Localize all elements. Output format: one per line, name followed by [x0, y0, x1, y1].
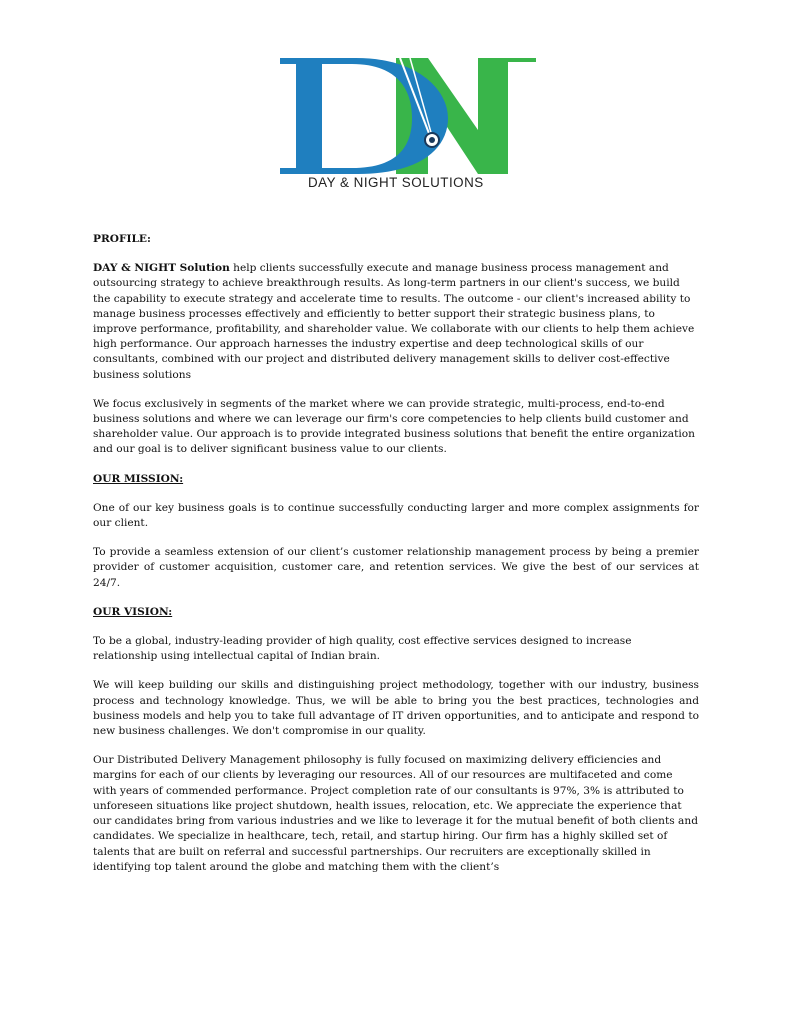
vision-heading: OUR VISION: — [93, 605, 173, 618]
mission-heading: OUR MISSION: — [93, 472, 184, 485]
logo-wordmark: DAY & NIGHT SOLUTIONS — [308, 175, 484, 190]
profile-paragraph-1 — [93, 261, 699, 383]
vision-paragraph-1: To be a global, industry-leading provider of high quality, cost effective services designed to increase relationship using intellectual capital of Indian brain. — [93, 635, 632, 663]
vision-paragraph-3: Our Distributed Delivery Management philosophy is fully focused on maximizing delivery efficiencies and margins for each of our clients by leveraging our resources. All of our resources are multifaceted and come with years of commended performance. Project completion rate of our consultants is 97%, 3% is attributed to unforeseen situations like project shutdown, health issues, relocation, etc. We appreciate the experience that our candidates bring from various industries and we like to leverage it for the mutual benefit of both clients and candidates. We specialize in healthcare, tech, retail, and startup hiring. Our firm has a highly skilled set of talents that are built on referral and successful partnerships. Our recruiters are exceptionally skilled in identifying top talent around the globe and matching them with the client’s — [93, 754, 698, 873]
profile-heading: PROFILE: — [93, 233, 151, 245]
company-name: DAY & NIGHT Solution — [93, 262, 230, 275]
mission-paragraph-2: To provide a seamless extension of our client’s customer relationship management process by being a premier provider of customer acquisition, customer care, and retention services. We give the best of our services at 24/7. — [93, 546, 699, 589]
profile-paragraph-2: We focus exclusively in segments of the market where we can provide strategic, multi-process, end-to-end business solutions and where we can leverage our firm's core competencies to help clients build customer and shareholder value. Our approach is to provide integrated business solutions that benefit the entire organization and our goal is to deliver significant business value to our clients. — [93, 397, 695, 456]
company-logo — [278, 52, 540, 196]
mission-paragraph-1: One of our key business goals is to continue successfully conducting larger and more complex assignments for our client. — [93, 501, 699, 530]
dn-logo-icon — [278, 52, 540, 176]
profile-paragraph-1-text: help clients successfully execute and manage business process management and outsourcing strategy to achieve breakthrough results. As long-term partners in our client's success, we build the capability to execute strategy and accelerate time to results. The outcome - our client's increased ability to manage business processes effectively and efficiently to better support their strategic business plans, to improve performance, profitability, and shareholder value. We collaborate with our clients to help them achieve high performance. Our approach harnesses the industry expertise and deep technological skills of our consultants, combined with our project and distributed delivery management skills to deliver cost-effective business solutions — [93, 262, 695, 381]
vision-paragraph-2: We will keep building our skills and distinguishing project methodology, together with our industry, business process and technology knowledge. Thus, we will be able to bring you the best practices, technologies and business models and help you to take full advantage of IT driven opportunities, and to anticipate and respond to new business challenges. We don't compromise in our quality. — [93, 679, 699, 738]
document-body — [93, 232, 699, 875]
